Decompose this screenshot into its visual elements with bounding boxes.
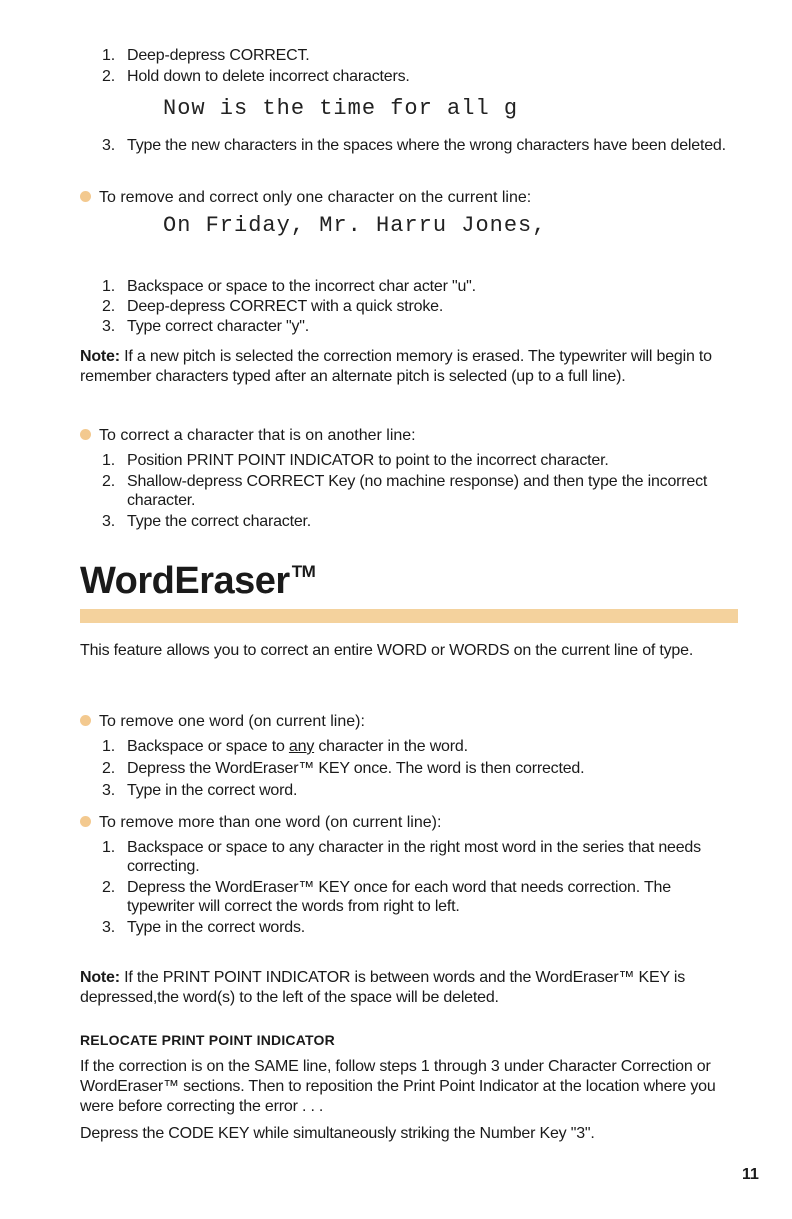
page-number: 11 [742, 1166, 759, 1183]
list-item: 2. Shallow-depress CORRECT Key (no machine response) and then type the incorrect character. [102, 473, 708, 509]
typed-sample: On Friday, Mr. Harru Jones, [163, 213, 547, 238]
list-item: 1. Backspace or space to the incorrect char acter "u". [102, 278, 476, 295]
list-item: 3. Type the correct character. [102, 513, 312, 530]
accent-bar [80, 609, 738, 623]
list-item: 3. Type in the correct words. [102, 919, 305, 936]
list-item: 1. Position PRINT POINT INDICATOR to point to the incorrect character. [102, 452, 609, 469]
relocate-heading: RELOCATE PRINT POINT INDICATOR [80, 1032, 335, 1048]
bullet-one-word: To remove one word (on current line): [80, 712, 365, 731]
relocate-paragraph: If the correction is on the SAME line, follow steps 1 through 3 under Character Correction or WordEraser™ sections. Then to reposition the Print Point Indicator at the location where you were before correcting the error . . . [80, 1058, 716, 1115]
note-paragraph: Note: If a new pitch is selected the correction memory is erased. The typewriter will begin to remember characters typed after an alternate pitch is selected (up to a full line). [80, 348, 712, 385]
list-item: 1. Backspace or space to any character in the word. [102, 738, 468, 755]
step-list-multi-word [0, 838, 792, 937]
list-item: 2. Hold down to delete incorrect characters. [102, 68, 410, 85]
step-list-other-line [0, 451, 792, 531]
list-item: 1. Backspace or space to any character in the right most word in the series that needs correcting. [102, 839, 701, 875]
trademark: TM [291, 562, 316, 581]
bullet-dot-icon [80, 715, 91, 726]
step-list-3 [0, 136, 792, 155]
bullet-other-line: To correct a character that is on another line: [80, 426, 416, 445]
section-title: WordEraser ™ [80, 560, 316, 602]
relocate-paragraph: Depress the CODE KEY while simultaneously striking the Number Key "3". [80, 1125, 595, 1142]
bullet-multi-word: To remove more than one word (on current line): [80, 813, 441, 832]
step-list-one-word [0, 737, 792, 800]
bullet-dot-icon [80, 816, 91, 827]
bullet-one-character: To remove and correct only one character on the current line: [80, 188, 531, 207]
underlined-word: any [288, 738, 315, 755]
list-item: 3. Type correct character "y". [102, 318, 310, 335]
list-item: 3. Type the new characters in the spaces where the wrong characters have been deleted. [102, 137, 726, 154]
bullet-dot-icon [80, 429, 91, 440]
list-item: 1. Deep-depress CORRECT. [102, 47, 310, 64]
list-item: 3. Type in the correct word. [102, 782, 298, 799]
typed-sample: Now is the time for all g [163, 96, 519, 121]
step-list-top [0, 46, 792, 86]
note-paragraph: Note: If the PRINT POINT INDICATOR is between words and the WordEraser™ KEY is depressed,the word(s) to the left of the space will be deleted. [80, 969, 686, 1006]
intro-paragraph: This feature allows you to correct an entire WORD or WORDS on the current line of type. [80, 642, 694, 659]
bullet-dot-icon [80, 191, 91, 202]
list-item: 2. Depress the WordEraser™ KEY once for each word that needs correction. The typewriter will correct the words from right to left. [102, 879, 671, 915]
step-list-one-character [0, 277, 792, 336]
list-item: 2. Deep-depress CORRECT with a quick stroke. [102, 298, 444, 315]
list-item: 2. Depress the WordEraser™ KEY once. The word is then corrected. [102, 760, 585, 777]
